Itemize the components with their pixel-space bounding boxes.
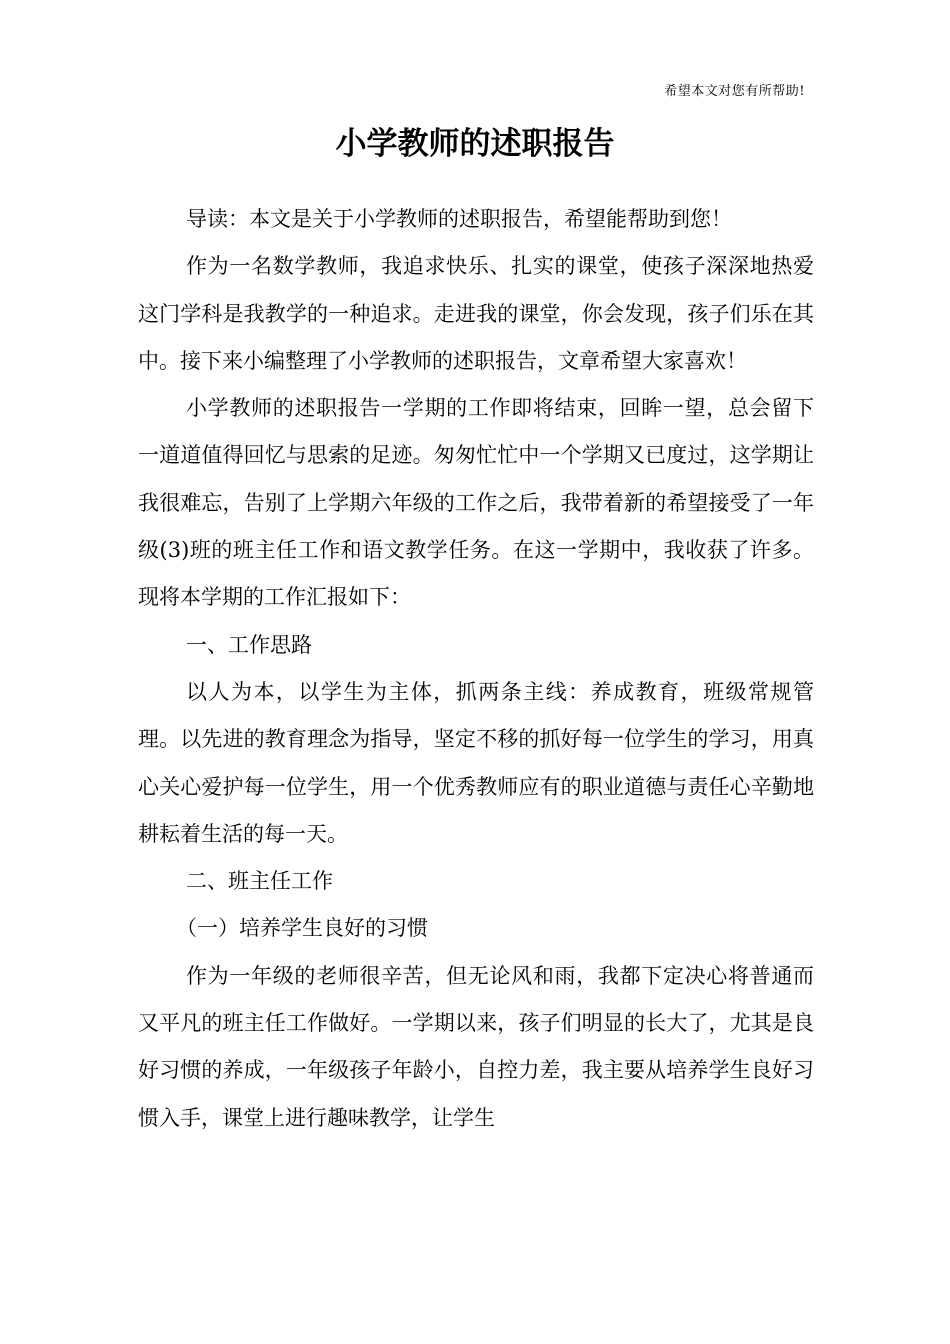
subsection-heading: （一）培养学生良好的习惯 — [176, 916, 428, 941]
header-note: 希望本文对您有所帮助! — [664, 84, 805, 99]
body-paragraph: 小学教师的述职报告一学期的工作即将结束，回眸一望，总会留下一道道值得回忆与思索的足迹。匆匆忙忙中一个学期又已度过，这学期让我很难忘，告别了上学期六年级的工作之后，我带着新的希望接受了一年级(3)班的班主任工作和语文教学任务。在这一学期中，我收获了许多。现将本学期的工作汇报如下： — [138, 396, 814, 610]
body-paragraph: 以人为本，以学生为主体，抓两条主线：养成教育，班级常规管理。以先进的教育理念为指导，坚定不移的抓好每一位学生的学习，用真心关心爱护每一位学生，用一个优秀教师应有的职业道德与责任心辛勤地耕耘着生活的每一天。 — [138, 679, 814, 846]
section-heading: 一、工作思路 — [186, 632, 312, 657]
document-title: 小学教师的述职报告 — [335, 126, 615, 162]
body-paragraph: 作为一年级的老师很辛苦，但无论风和雨，我都下定决心将普通而又平凡的班主任工作做好。一学期以来，孩子们明显的长大了，尤其是良好习惯的养成，一年级孩子年龄小，自控力差，我主要从培养学生良好习惯入手，课堂上进行趣味教学，让学生 — [138, 963, 814, 1130]
section-heading: 二、班主任工作 — [186, 869, 333, 894]
body-paragraph: 作为一名数学教师，我追求快乐、扎实的课堂，使孩子深深地热爱这门学科是我教学的一种追求。走进我的课堂，你会发现，孩子们乐在其中。接下来小编整理了小学教师的述职报告，文章希望大家喜欢！ — [138, 254, 814, 373]
document-body — [138, 196, 814, 1142]
intro-paragraph: 导读：本文是关于小学教师的述职报告，希望能帮助到您！ — [186, 207, 732, 231]
